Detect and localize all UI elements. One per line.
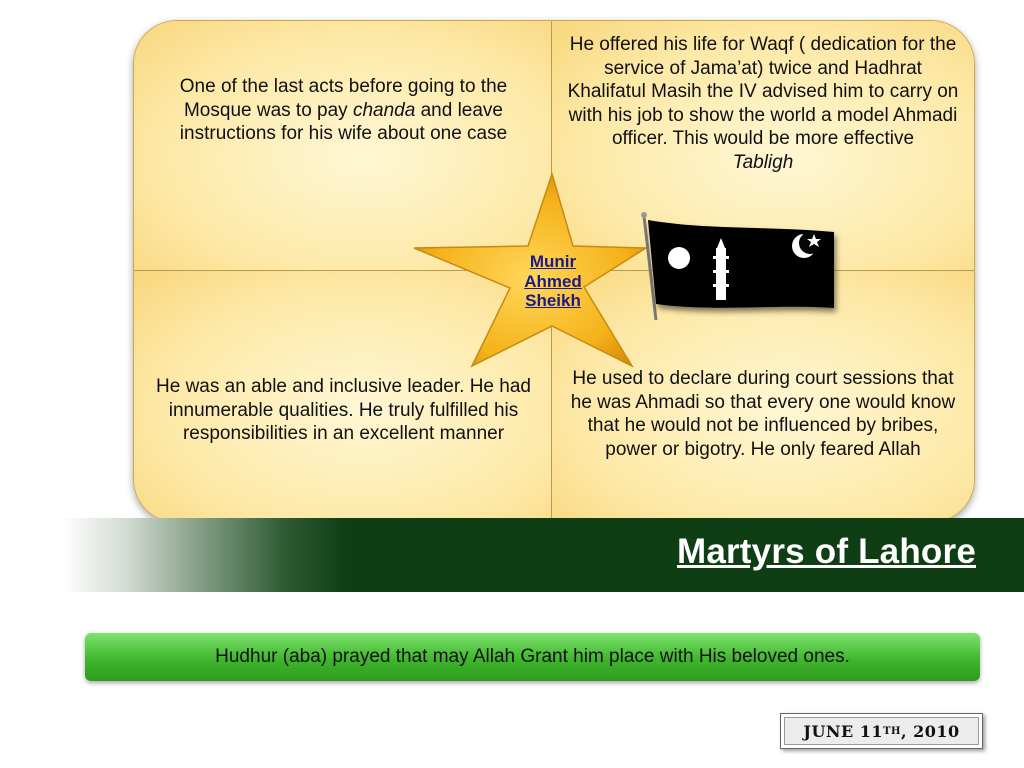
date-prefix: JUNE 11 <box>803 721 884 741</box>
date-box <box>780 713 983 749</box>
star-label-line2: Ahmed <box>524 271 582 291</box>
prayer-note: Hudhur (aba) prayed that may Allah Grant him place with His beloved ones. <box>85 633 980 681</box>
date-text <box>784 717 979 745</box>
star-label-line3: Sheikh <box>525 291 581 310</box>
star-label-line1: Munir <box>529 252 577 271</box>
date-sup: TH <box>883 725 901 737</box>
ahmadiyya-flag-icon <box>636 208 846 332</box>
cell-top-right-text: He offered his life for Waqf ( dedication for the service of Jama’at) twice and Hadhrat Khalifatul Masih the IV advised him to carry on with his job to show the world a model Ahmadi officer. This would be more effective Tabligh <box>567 34 959 173</box>
star-label <box>493 252 613 311</box>
cell-bottom-right-text: He used to declare during court sessions that he was Ahmadi so that every one would know that he would not be influenced by bribes, power or bigotry. He only feared Allah <box>570 368 956 460</box>
cell-top-left-text: One of the last acts before going to the Mosque was to pay chanda and leave instructions for his wife about one case <box>179 76 508 144</box>
date-suffix: , 2010 <box>900 721 960 741</box>
page-title: Martyrs of Lahore <box>676 532 976 571</box>
cell-bottom-left-text: He was an able and inclusive leader. He had innumerable qualities. He truly fulfilled his responsibilities in an excellent manner <box>156 376 531 444</box>
